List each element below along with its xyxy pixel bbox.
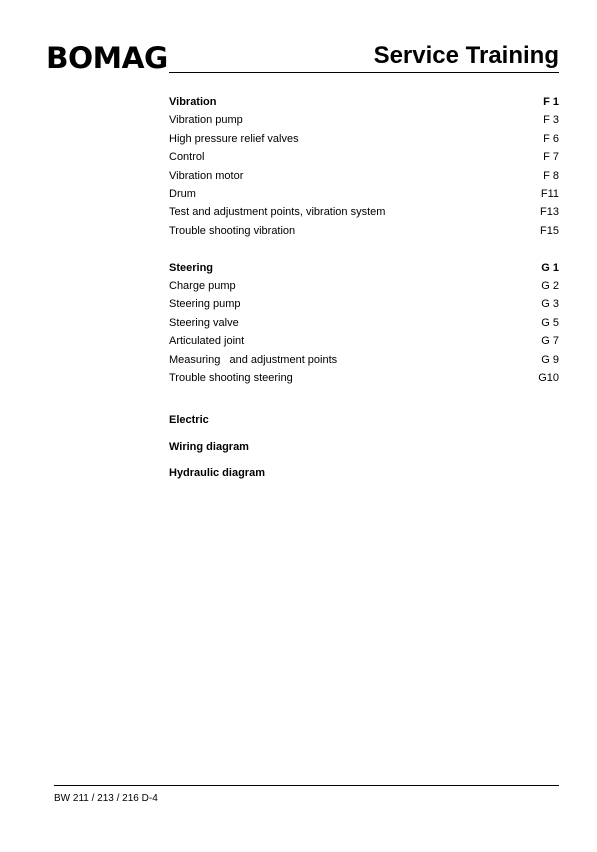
toc-row[interactable] bbox=[169, 295, 559, 313]
toc-page: F15 bbox=[540, 224, 559, 237]
toc-row[interactable] bbox=[169, 332, 559, 350]
toc-page: G10 bbox=[538, 371, 559, 384]
toc-label: Control bbox=[169, 151, 205, 164]
toc-label: High pressure relief valves bbox=[169, 132, 299, 145]
toc-row[interactable] bbox=[169, 314, 559, 332]
toc-page: F13 bbox=[540, 206, 559, 219]
toc-page: F 3 bbox=[543, 114, 559, 127]
toc-label: Drum bbox=[169, 187, 196, 200]
toc-label: Measuring and adjustment points bbox=[169, 353, 338, 366]
toc-row[interactable] bbox=[169, 167, 559, 185]
toc-label: Steering bbox=[169, 261, 214, 274]
section-wiring-diagram[interactable]: Wiring diagram bbox=[169, 441, 249, 453]
toc-label: Vibration pump bbox=[169, 114, 243, 127]
toc-label: Charge pump bbox=[169, 280, 236, 293]
section-hydraulic-diagram[interactable]: Hydraulic diagram bbox=[169, 467, 265, 479]
toc-label: Trouble shooting vibration bbox=[169, 224, 296, 237]
toc-row[interactable] bbox=[169, 185, 559, 203]
toc-row[interactable] bbox=[169, 222, 559, 240]
toc-label: Articulated joint bbox=[169, 335, 245, 348]
toc-row[interactable] bbox=[169, 111, 559, 129]
toc-row[interactable] bbox=[169, 93, 559, 111]
header-rule bbox=[169, 72, 559, 73]
toc-page: F 1 bbox=[543, 96, 559, 108]
table-of-contents bbox=[169, 93, 559, 387]
toc-row[interactable] bbox=[169, 148, 559, 166]
toc-page: G 2 bbox=[541, 280, 559, 293]
section-gap bbox=[169, 240, 559, 259]
toc-label: Vibration motor bbox=[169, 169, 244, 182]
toc-label: Vibration bbox=[169, 96, 217, 108]
page-title: Service Training bbox=[373, 42, 559, 69]
toc-page: G 9 bbox=[541, 353, 559, 366]
toc-label: Steering valve bbox=[169, 316, 239, 329]
toc-label: Test and adjustment points, vibration system bbox=[169, 206, 386, 219]
toc-label: Steering pump bbox=[169, 298, 241, 311]
footer-model: BW 211 / 213 / 216 D-4 bbox=[54, 793, 158, 804]
section-electric[interactable]: Electric bbox=[169, 414, 209, 426]
footer-rule bbox=[54, 785, 559, 786]
toc-page: F 7 bbox=[543, 151, 559, 164]
toc-page: G 1 bbox=[541, 261, 559, 274]
toc-row[interactable] bbox=[169, 203, 559, 221]
toc-row[interactable] bbox=[169, 259, 559, 277]
toc-row[interactable] bbox=[169, 369, 559, 387]
toc-page: G 7 bbox=[541, 335, 559, 348]
toc-page: F 6 bbox=[543, 132, 559, 145]
bomag-logo bbox=[46, 41, 170, 75]
toc-page: F11 bbox=[540, 187, 559, 200]
toc-row[interactable] bbox=[169, 130, 559, 148]
toc-label: Trouble shooting steering bbox=[169, 371, 293, 384]
toc-row[interactable] bbox=[169, 277, 559, 295]
toc-page: G 3 bbox=[541, 298, 559, 311]
logo-text: BOMAG bbox=[46, 41, 168, 75]
toc-page: G 5 bbox=[541, 316, 559, 329]
toc-page: F 8 bbox=[543, 169, 559, 182]
toc-row[interactable] bbox=[169, 351, 559, 369]
